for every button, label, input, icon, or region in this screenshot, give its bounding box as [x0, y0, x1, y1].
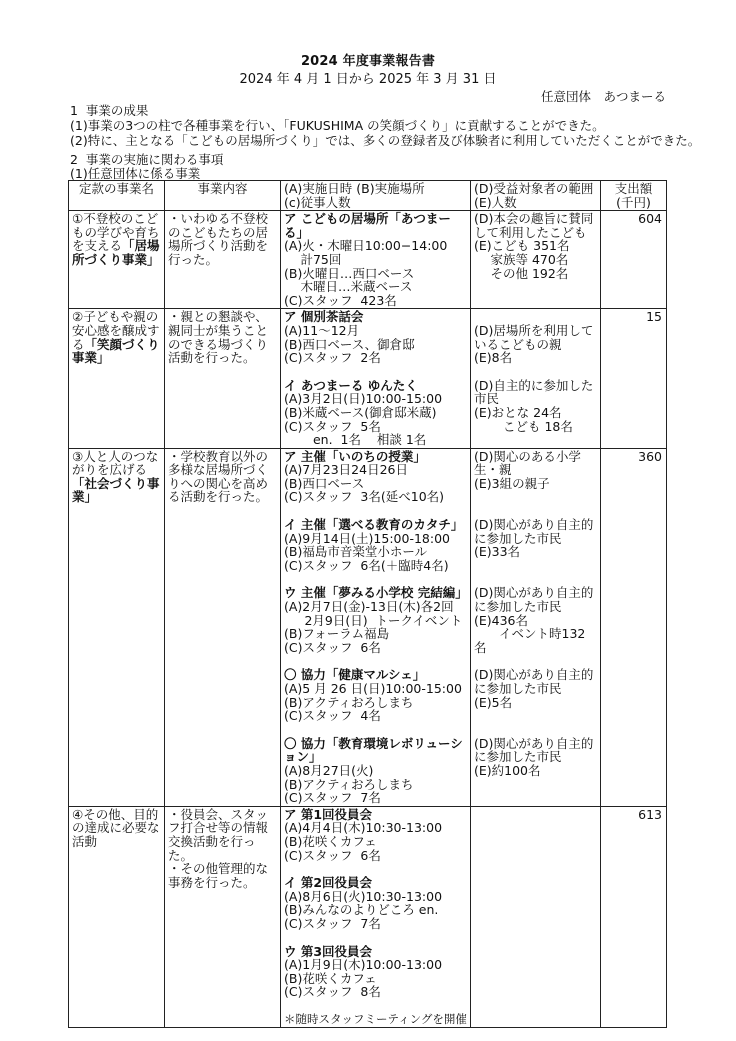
header-target-line1: (D)受益対象者の範囲: [474, 181, 594, 196]
target-detail: (D)関心があり自主的に参加した市民: [474, 735, 594, 765]
target-detail: (E)3組の親子: [474, 475, 550, 491]
header-amount-line2: (千円): [616, 194, 651, 210]
target-detail: 家族等 470名: [474, 251, 569, 267]
activity-title: イ 主催「選べる教育のカタチ」: [284, 517, 464, 533]
activity-title: ア こどもの居場所「あつまーる」: [284, 211, 451, 240]
block-gap: [284, 365, 467, 379]
section2-heading: 2 事業の実施に関わる事項: [70, 152, 224, 167]
section1-heading: 1 事業の成果: [70, 103, 149, 118]
organization-name: 任意団体 あつまーる: [540, 89, 666, 104]
target-detail: (E)8名: [474, 350, 513, 366]
target-detail: [474, 310, 597, 324]
activity-detail: (C)スタッフ 4名: [284, 708, 381, 724]
activity-detail: (A)8月27日(火): [284, 762, 374, 778]
target-detail: (E)約100名: [474, 762, 541, 778]
activity-detail: (B)みんなのよりどころ en.: [284, 902, 439, 918]
target-detail: こども 18名: [474, 418, 573, 434]
report-period: 2024 年 4 月 1 日から 2025 年 3 月 31 日: [239, 72, 497, 87]
block-gap: [474, 490, 597, 518]
activity-detail: (A)8月6日(火)10:30-13:00: [284, 888, 443, 904]
target-detail: イベント時132名: [474, 626, 586, 655]
activity-detail: (B)アクティおろしまち: [284, 694, 414, 710]
target-detail: (D)自主的に参加した市民: [474, 377, 594, 407]
target-detail: (D)関心があり自主的に参加した市民: [474, 517, 594, 546]
activity-title: ア 主催「いのちの授業」: [284, 448, 426, 464]
activity-detail: (C)スタッフ 2名: [284, 350, 381, 366]
section1-line1: (1)事業の3つの柱で各種事業を行い、「FUKUSHIMA の笑顔づくり」に貢献することができた。: [70, 118, 605, 133]
target-detail: (E)33名: [474, 544, 521, 560]
cell-business-name: [69, 806, 165, 1028]
report-title: 2024 年度事業報告書: [300, 54, 436, 69]
cell-implementation: [281, 448, 471, 806]
activity-detail: (B)西口ベース: [284, 475, 365, 491]
business-name-bold: 「社会づくり事業」: [72, 475, 160, 505]
activity-note: ＊随時スタッフミーティングを開催: [284, 1011, 467, 1026]
activity-title: 〇 協力「教育環境レボリューション」: [284, 735, 463, 765]
report-table: [68, 180, 667, 1028]
activity-title: 〇 協力「健康マルシェ」: [284, 667, 426, 683]
business-name-text: ③人と人のつながりを広げる: [72, 448, 159, 478]
target-detail: (E)おとな 24名: [474, 404, 562, 420]
target-detail: (E)こども 351名: [474, 238, 570, 254]
block-gap: [284, 654, 467, 668]
cell-target: [471, 806, 601, 1028]
activity-detail: (A)11〜12月: [284, 322, 360, 338]
activity-detail: (A)4月4日(木)10:30-13:00: [284, 820, 443, 836]
activity-detail: (B)花咲くカフェ: [284, 833, 377, 849]
cell-implementation: [281, 211, 471, 309]
cell-amount: 613: [601, 806, 667, 1028]
activity-detail: (A)5 月 26 日(日)10:00-15:00: [284, 681, 462, 696]
activity-title: ア 第1回役員会: [284, 806, 373, 822]
target-detail: その他 192名: [474, 265, 569, 281]
activity-detail: (C)スタッフ 423名: [284, 292, 397, 308]
header-impl-line2: (c)従事人数: [284, 194, 351, 210]
activity-detail: (B)米蔵ベース(御倉邸米蔵): [284, 404, 437, 420]
activity-detail: (A)7月23日24日26日: [284, 462, 408, 478]
block-gap: [474, 365, 597, 379]
cell-amount: 360: [601, 448, 667, 806]
activity-detail: (B)福島市音楽堂小ホール: [284, 544, 428, 560]
block-gap: [284, 723, 467, 737]
block-gap: [284, 504, 467, 518]
activity-title: イ 第2回役員会: [284, 875, 373, 891]
cell-amount: 604: [601, 211, 667, 309]
cell-amount: 15: [601, 309, 667, 448]
business-name-bold: 「笑顔づくり事業」: [72, 336, 160, 366]
activity-detail: 2月9日(日) トークイベント: [284, 612, 463, 628]
cell-business-content: ・学校教育以外の多様な居場所づくりへの関心を高める活動を行った。: [165, 448, 281, 806]
cell-business-content: ・親との懇談や、親同士が集うことのできる場づくり活動を行った。: [165, 309, 281, 448]
target-detail: (D)関心があり自主的に参加した市民: [474, 585, 594, 615]
cell-target: [471, 211, 601, 309]
header-amount-line1: 支出額: [614, 181, 653, 196]
table-row: [69, 211, 667, 309]
activity-detail: (B)フォーラム福島: [284, 626, 390, 642]
cell-business-name: [69, 211, 165, 309]
business-name-text: ②子どもや親の安心感を醸成する: [72, 309, 160, 352]
activity-detail: 木曜日…米蔵ベース: [284, 279, 413, 295]
block-gap: [284, 572, 467, 586]
business-name-text: ④その他、目的の達成に必要な活動: [72, 806, 160, 849]
activity-detail: (B)花咲くカフェ: [284, 970, 377, 986]
business-name-text: ①不登校のこどもの学びや育ちを支える: [72, 211, 160, 254]
target-detail: (E)5名: [474, 694, 513, 710]
activity-detail: (C)スタッフ 3名(延べ10名): [284, 489, 445, 505]
cell-target: [471, 448, 601, 806]
cell-business-name: [69, 448, 165, 806]
table-row: [69, 309, 667, 448]
block-gap: [474, 654, 597, 668]
cell-business-content: ・役員会、スタッフ打合せ等の情報交換活動を行った。 ・その他管理的な事務を行った。: [165, 806, 281, 1028]
activity-detail: (B)西口ベース、御倉邸: [284, 336, 415, 352]
activity-title: ウ 主催「夢みる小学校 完結編」: [284, 585, 468, 601]
header-name: 定款の事業名: [69, 181, 165, 211]
header-target: [471, 181, 601, 211]
activity-detail: (C)スタッフ 5名: [284, 418, 381, 434]
target-detail: (E)436名: [474, 612, 529, 628]
activity-detail: (C)スタッフ 7名: [284, 915, 381, 931]
header-content: 事業内容: [165, 181, 281, 211]
target-detail: (D)関心のある小学生・親: [474, 448, 581, 478]
block-gap: [474, 559, 597, 587]
block-gap: [284, 862, 467, 876]
table-row: [69, 448, 667, 806]
table-row: [69, 806, 667, 1028]
activity-title: イ あつまーる ゆんたく: [284, 377, 418, 393]
target-detail: (D)本会の趣旨に賛同して利用したこども: [474, 211, 594, 240]
activity-detail: en. 1名 相談 1名: [284, 432, 427, 448]
header-impl-line1: (A)実施日時 (B)実施場所: [284, 181, 425, 196]
activity-detail: (C)スタッフ 6名: [284, 639, 381, 655]
header-target-line2: (E)人数: [474, 194, 517, 210]
activity-detail: (A)3月2日(日)10:00-15:00: [284, 391, 443, 407]
activity-detail: (A)9月14日(土)15:00-18:00: [284, 530, 450, 546]
activity-detail: (C)スタッフ 6名: [284, 847, 381, 863]
activity-detail: (A)2月7日(金)-13日(木)各2回: [284, 599, 454, 615]
activity-detail: 計75回: [284, 251, 342, 267]
activity-detail: (B)火曜日…西口ベース: [284, 265, 415, 281]
table-header-row: [69, 181, 667, 211]
activity-detail: (A)1月9日(木)10:00-13:00: [284, 957, 443, 973]
header-amount: [601, 181, 667, 211]
cell-target: [471, 309, 601, 448]
business-name-bold: 「居場所づくり事業」: [72, 238, 160, 267]
cell-business-content: ・いわゆる不登校のこどもたちの居場所づくり活動を行った。: [165, 211, 281, 309]
block-gap: [474, 709, 597, 737]
cell-implementation: [281, 309, 471, 448]
section1-line2: (2)特に、主となる「こどもの居場所づくり」では、多くの登録者及び体験者に利用していただくことができた。: [70, 133, 701, 148]
target-detail: (D)関心があり自主的に参加した市民: [474, 667, 594, 696]
block-gap: [284, 931, 467, 945]
cell-implementation: [281, 806, 471, 1028]
cell-business-name: [69, 309, 165, 448]
activity-title: ア 個別茶話会: [284, 309, 364, 325]
activity-detail: (A)火・木曜日10:00−14:00: [284, 238, 448, 254]
activity-detail: (B)アクティおろしまち: [284, 776, 414, 792]
activity-title: ウ 第3回役員会: [284, 943, 373, 959]
activity-detail: (C)スタッフ 8名: [284, 984, 381, 1000]
header-implementation: [281, 181, 471, 211]
section2-subheading: (1)任意団体に係る事業: [70, 166, 201, 181]
activity-detail: (C)スタッフ 6名(＋臨時4名): [284, 557, 449, 573]
target-detail: (D)居場所を利用しているこどもの親: [474, 322, 594, 352]
block-gap: [284, 999, 467, 1013]
activity-detail: (C)スタッフ 7名: [284, 790, 381, 806]
